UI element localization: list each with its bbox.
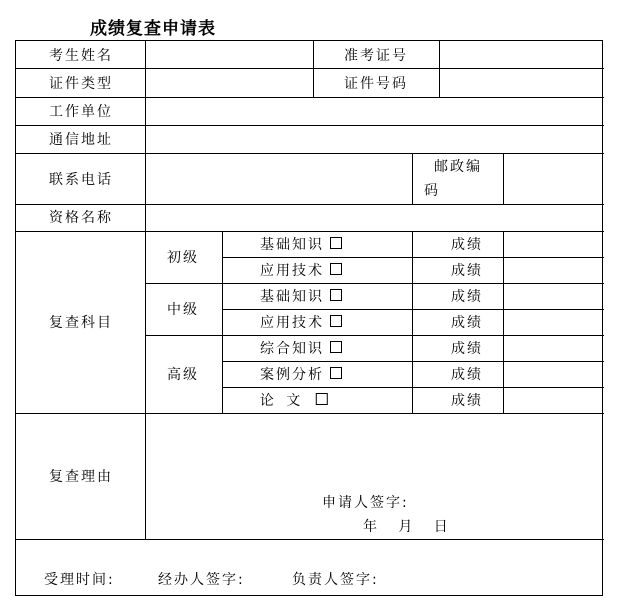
score-label: 成绩 [451,289,483,305]
subject-checkbox[interactable] [330,367,342,379]
subject-checkbox[interactable] [330,289,342,301]
subject-row [260,260,342,280]
subject-name: 综合知识 [260,341,324,357]
subject-checkbox[interactable] [330,263,342,275]
subject-row [260,286,342,306]
application-form [15,40,603,596]
applicant-signature-label: 申请人签字: [322,495,409,511]
subject-row [260,312,342,332]
level-intermediate: 中级 [167,302,199,318]
subject-checkbox[interactable] [330,315,342,327]
label-address: 通信地址 [49,132,113,148]
subject-row [260,364,342,384]
subject-name: 论 文 [259,393,305,409]
label-name: 考生姓名 [49,48,113,64]
label-id-type: 证件类型 [49,76,113,92]
label-phone: 联系电话 [49,172,113,188]
label-reason: 复查理由 [49,469,113,485]
subject-name: 案例分析 [260,367,324,383]
handler-signature-label: 经办人签字: [158,572,245,588]
sign-date-label: 年 月 日 [363,519,450,535]
score-label: 成绩 [451,237,483,253]
score-label: 成绩 [451,367,483,383]
subject-checkbox[interactable] [316,393,328,405]
form-title: 成绩复查申请表 [90,19,216,39]
score-label: 成绩 [451,315,483,331]
subject-checkbox[interactable] [330,341,342,353]
label-subjects: 复查科目 [49,315,113,331]
accept-time-label: 受理时间: [44,572,115,588]
score-label: 成绩 [451,341,483,357]
subject-name: 应用技术 [260,315,324,331]
label-postcode-line1: 邮政编 [434,159,482,175]
subject-name: 应用技术 [260,263,324,279]
label-qualification: 资格名称 [49,210,113,226]
subject-row [260,390,328,410]
leader-signature-label: 负责人签字: [292,572,379,588]
subject-name: 基础知识 [260,289,324,305]
subject-row [260,234,342,254]
level-advanced: 高级 [167,367,199,383]
level-primary: 初级 [167,250,199,266]
label-employer: 工作单位 [49,104,113,120]
subject-name: 基础知识 [260,237,324,253]
label-exam-no: 准考证号 [344,48,408,64]
subject-checkbox[interactable] [330,237,342,249]
score-label: 成绩 [451,393,483,409]
label-postcode-line2: 码 [424,183,440,199]
subject-row [260,338,342,358]
score-label: 成绩 [451,263,483,279]
label-id-no: 证件号码 [344,76,408,92]
